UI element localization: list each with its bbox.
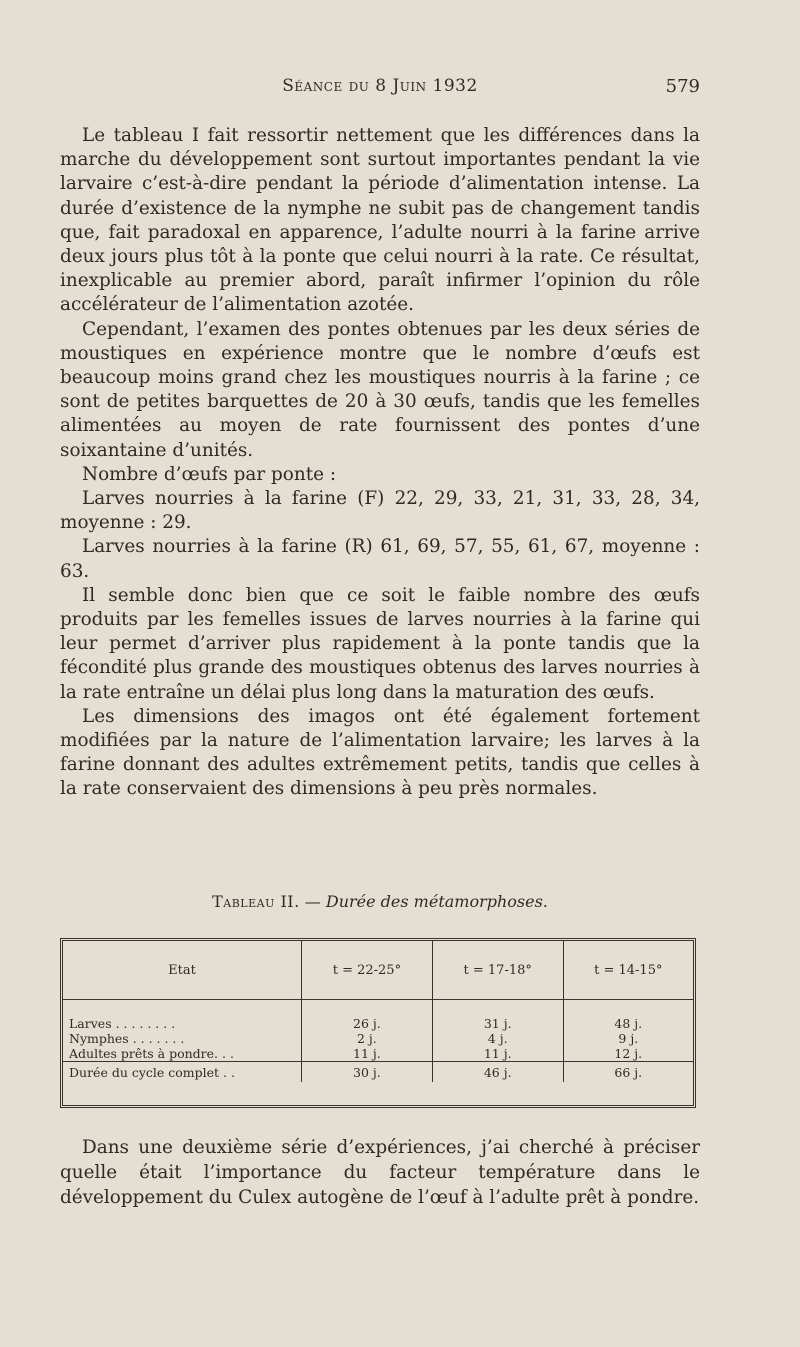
paragraph: Nombre d’œufs par ponte :: [82, 463, 337, 485]
spacer-row: [63, 1000, 693, 1017]
table-row: [63, 1031, 693, 1046]
row-label: Durée du cycle complet . .: [63, 1062, 302, 1083]
table-total-row: [63, 1062, 693, 1083]
running-header: [60, 76, 700, 102]
table-row: [63, 1046, 693, 1062]
page-number: 579: [665, 76, 700, 97]
body-text: [60, 124, 700, 802]
cell: 11 j.: [302, 1046, 433, 1062]
header-etat: Etat: [63, 941, 302, 1000]
cell: 31 j.: [432, 1016, 563, 1031]
cell: 12 j.: [614, 1046, 643, 1061]
closing-text: [60, 1135, 700, 1210]
paragraph: Larves nourries à la farine (F) 22, 29, 33, 21, 31, 33, 28, 34, moyenne : 29.: [60, 488, 700, 534]
table-row: [63, 1016, 693, 1031]
paragraph: Il semble donc bien que ce soit le faible nombre des œufs produits par les femelles issues de larves nourries à la farine qui leur permet d’arriver plus rapidement à la ponte tandis que la fécondité plus grande des moustiques obtenus des larves nourries à la rate entraîne un délai plus long dans la maturation des œufs.: [60, 584, 700, 703]
table-frame: [60, 938, 696, 1108]
row-label: Nymphes . . . . . . .: [63, 1031, 302, 1046]
caption-dash: —: [304, 892, 321, 911]
cell: 66 j.: [563, 1062, 693, 1083]
cell: 4 j.: [432, 1031, 563, 1046]
paragraph: Dans une deuxième série d’expériences, j’ai cherché à préciser quelle était l’importance du facteur température dans le développement du Culex autogène de l’œuf à l’adulte prêt à pondre.: [60, 1137, 700, 1208]
caption-label: Tableau II.: [212, 892, 300, 911]
paragraph: Le tableau I fait ressortir nettement que les différences dans la marche du développement sont surtout importantes pendant la vie larvaire c’est-à-dire pendant la période d’alimentation intense. La durée d’existence de la nymphe ne subit pas de changement tandis que, fait paradoxal en apparence, l’adulte nourri à la farine arrive deux jours plus tôt à la ponte que celui nourri à la rate. Ce résultat, inexplicable au premier abord, paraît infirmer l’opinion du rôle accélérateur de l’alimentation azotée.: [60, 125, 700, 316]
paragraph: Les dimensions des imagos ont été également fortement modifiées par la nature de l’alimentation larvaire; les larves à la farine donnant des adultes extrêmement petits, tandis que celles à la rate conservaient des dimensions à peu près normales.: [60, 705, 700, 800]
cell: 30 j.: [302, 1062, 433, 1083]
cell: 11 j.: [432, 1046, 563, 1062]
cell: 26 j.: [302, 1016, 433, 1031]
table-caption: [60, 892, 700, 911]
table-header-row: [63, 941, 693, 1000]
cell: 9 j.: [618, 1031, 639, 1046]
header-temp-2: t = 17-18°: [432, 941, 563, 1000]
cell: 46 j.: [432, 1062, 563, 1083]
row-label: Larves . . . . . . . .: [63, 1016, 302, 1031]
paragraph: Cependant, l’examen des pontes obtenues par les deux séries de moustiques en expérience montre que le nombre d’œufs est beaucoup moins grand chez les moustiques nourris à la farine ; ce sont de petites barquettes de 20 à 30 œufs, tandis que les femelles alimentées au moyen de rate fournissent des pontes d’une soixantaine d’unités.: [60, 318, 700, 461]
row-label: Adultes prêts à pondre. . .: [63, 1046, 302, 1062]
metamorphosis-table: [63, 941, 693, 1082]
paragraph: Larves nourries à la farine (R) 61, 69, 57, 55, 61, 67, moyenne : 63.: [60, 536, 700, 582]
caption-title: Durée des métamorphoses.: [325, 892, 548, 911]
cell: 48 j.: [614, 1016, 643, 1031]
header-title: Séance du 8 Juin 1932: [282, 76, 478, 96]
cell: 2 j.: [302, 1031, 433, 1046]
header-temp-3: t = 14-15°: [563, 941, 693, 1000]
header-temp-1: t = 22-25°: [302, 941, 433, 1000]
